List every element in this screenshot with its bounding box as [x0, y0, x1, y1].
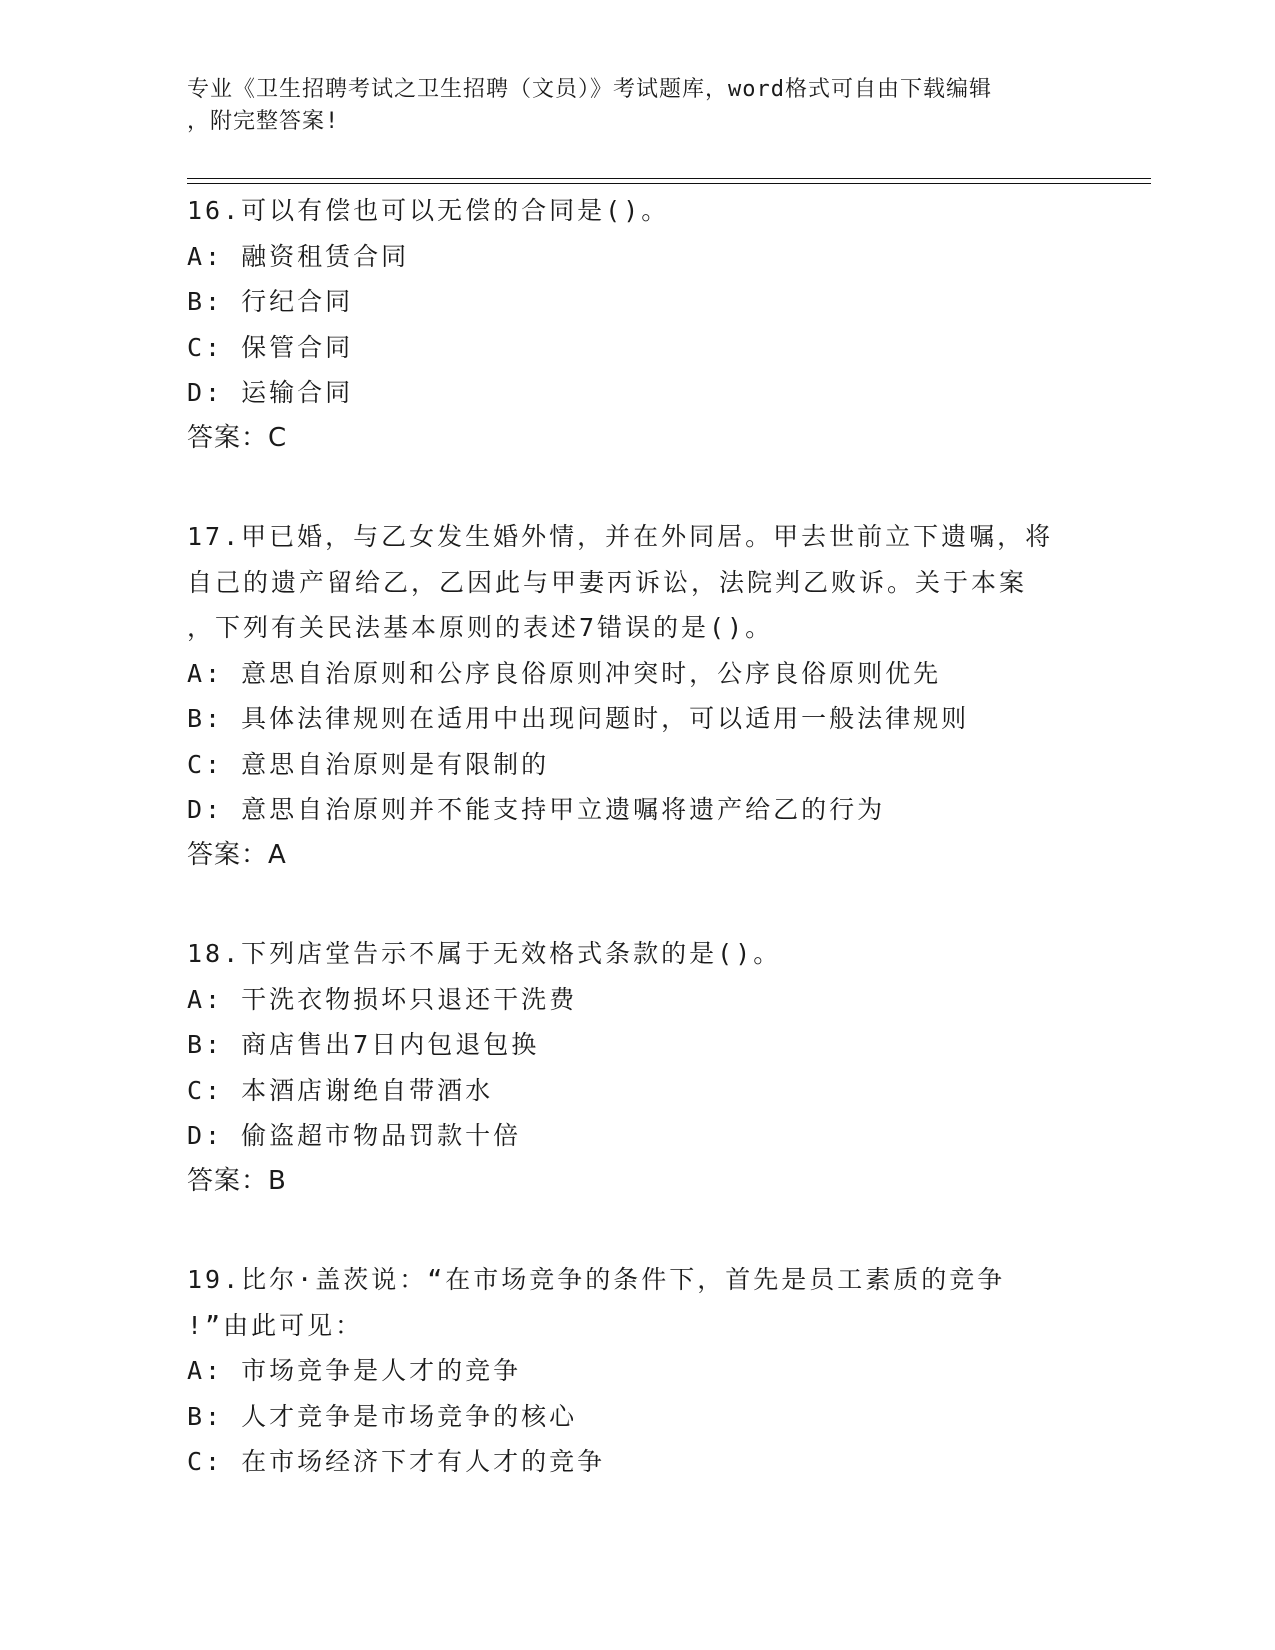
header-line-1: 专业《卫生招聘考试之卫生招聘（文员）》考试题库，word格式可自由下载编辑 [187, 77, 992, 102]
option-c: C: 意思自治原则是有限制的 [187, 749, 550, 779]
answer-line: 答案：A [187, 839, 287, 870]
question-list [187, 188, 1087, 1538]
answer-line: 答案：B [187, 1165, 287, 1196]
question-stem: 16.可以有偿也可以无偿的合同是()。 [187, 196, 670, 225]
option-a: A: 融资租赁合同 [187, 241, 410, 271]
option-b: B: 商店售出7日内包退包换 [187, 1030, 540, 1059]
answer-line: 答案：C [187, 422, 288, 453]
header-line-2: ，附完整答案! [187, 109, 340, 134]
question-stem-continued: 自己的遗产留给乙，乙因此与甲妻丙诉讼，法院判乙败诉。关于本案 [187, 567, 1028, 597]
option-c: C: 保管合同 [187, 332, 354, 362]
header-divider-top [187, 178, 1151, 179]
question-stem-continued: ，下列有关民法基本原则的表述7错误的是()。 [187, 613, 774, 642]
question-18 [187, 931, 1087, 1204]
option-b: B: 行纪合同 [187, 287, 354, 316]
question-17 [187, 514, 1087, 878]
option-c: C: 在市场经济下才有人才的竞争 [187, 1447, 606, 1476]
question-16 [187, 188, 1087, 461]
option-b: B: 人才竞争是市场竞争的核心 [187, 1401, 578, 1431]
option-a: A: 意思自治原则和公序良俗原则冲突时，公序良俗原则优先 [187, 658, 942, 688]
option-c: C: 本酒店谢绝自带酒水 [187, 1075, 494, 1105]
question-19 [187, 1257, 1087, 1485]
option-a: A: 市场竞争是人才的竞争 [187, 1356, 522, 1385]
question-stem: 18.下列店堂告示不属于无效格式条款的是()。 [187, 939, 782, 968]
question-stem: 17.甲已婚，与乙女发生婚外情，并在外同居。甲去世前立下遗嘱，将 [187, 522, 1054, 551]
question-stem: 19.比尔·盖茨说：“在市场竞争的条件下，首先是员工素质的竞争 [187, 1265, 1006, 1294]
option-d: D: 意思自治原则并不能支持甲立遗嘱将遗产给乙的行为 [187, 795, 886, 824]
option-d: D: 运输合同 [187, 378, 354, 407]
header-divider-bottom [187, 183, 1151, 184]
option-a: A: 干洗衣物损坏只退还干洗费 [187, 984, 578, 1014]
document-header [187, 74, 1087, 138]
question-stem-continued: !”由此可见： [187, 1310, 364, 1340]
option-b: B: 具体法律规则在适用中出现问题时，可以适用一般法律规则 [187, 704, 970, 733]
option-d: D: 偷盗超市物品罚款十倍 [187, 1121, 522, 1150]
